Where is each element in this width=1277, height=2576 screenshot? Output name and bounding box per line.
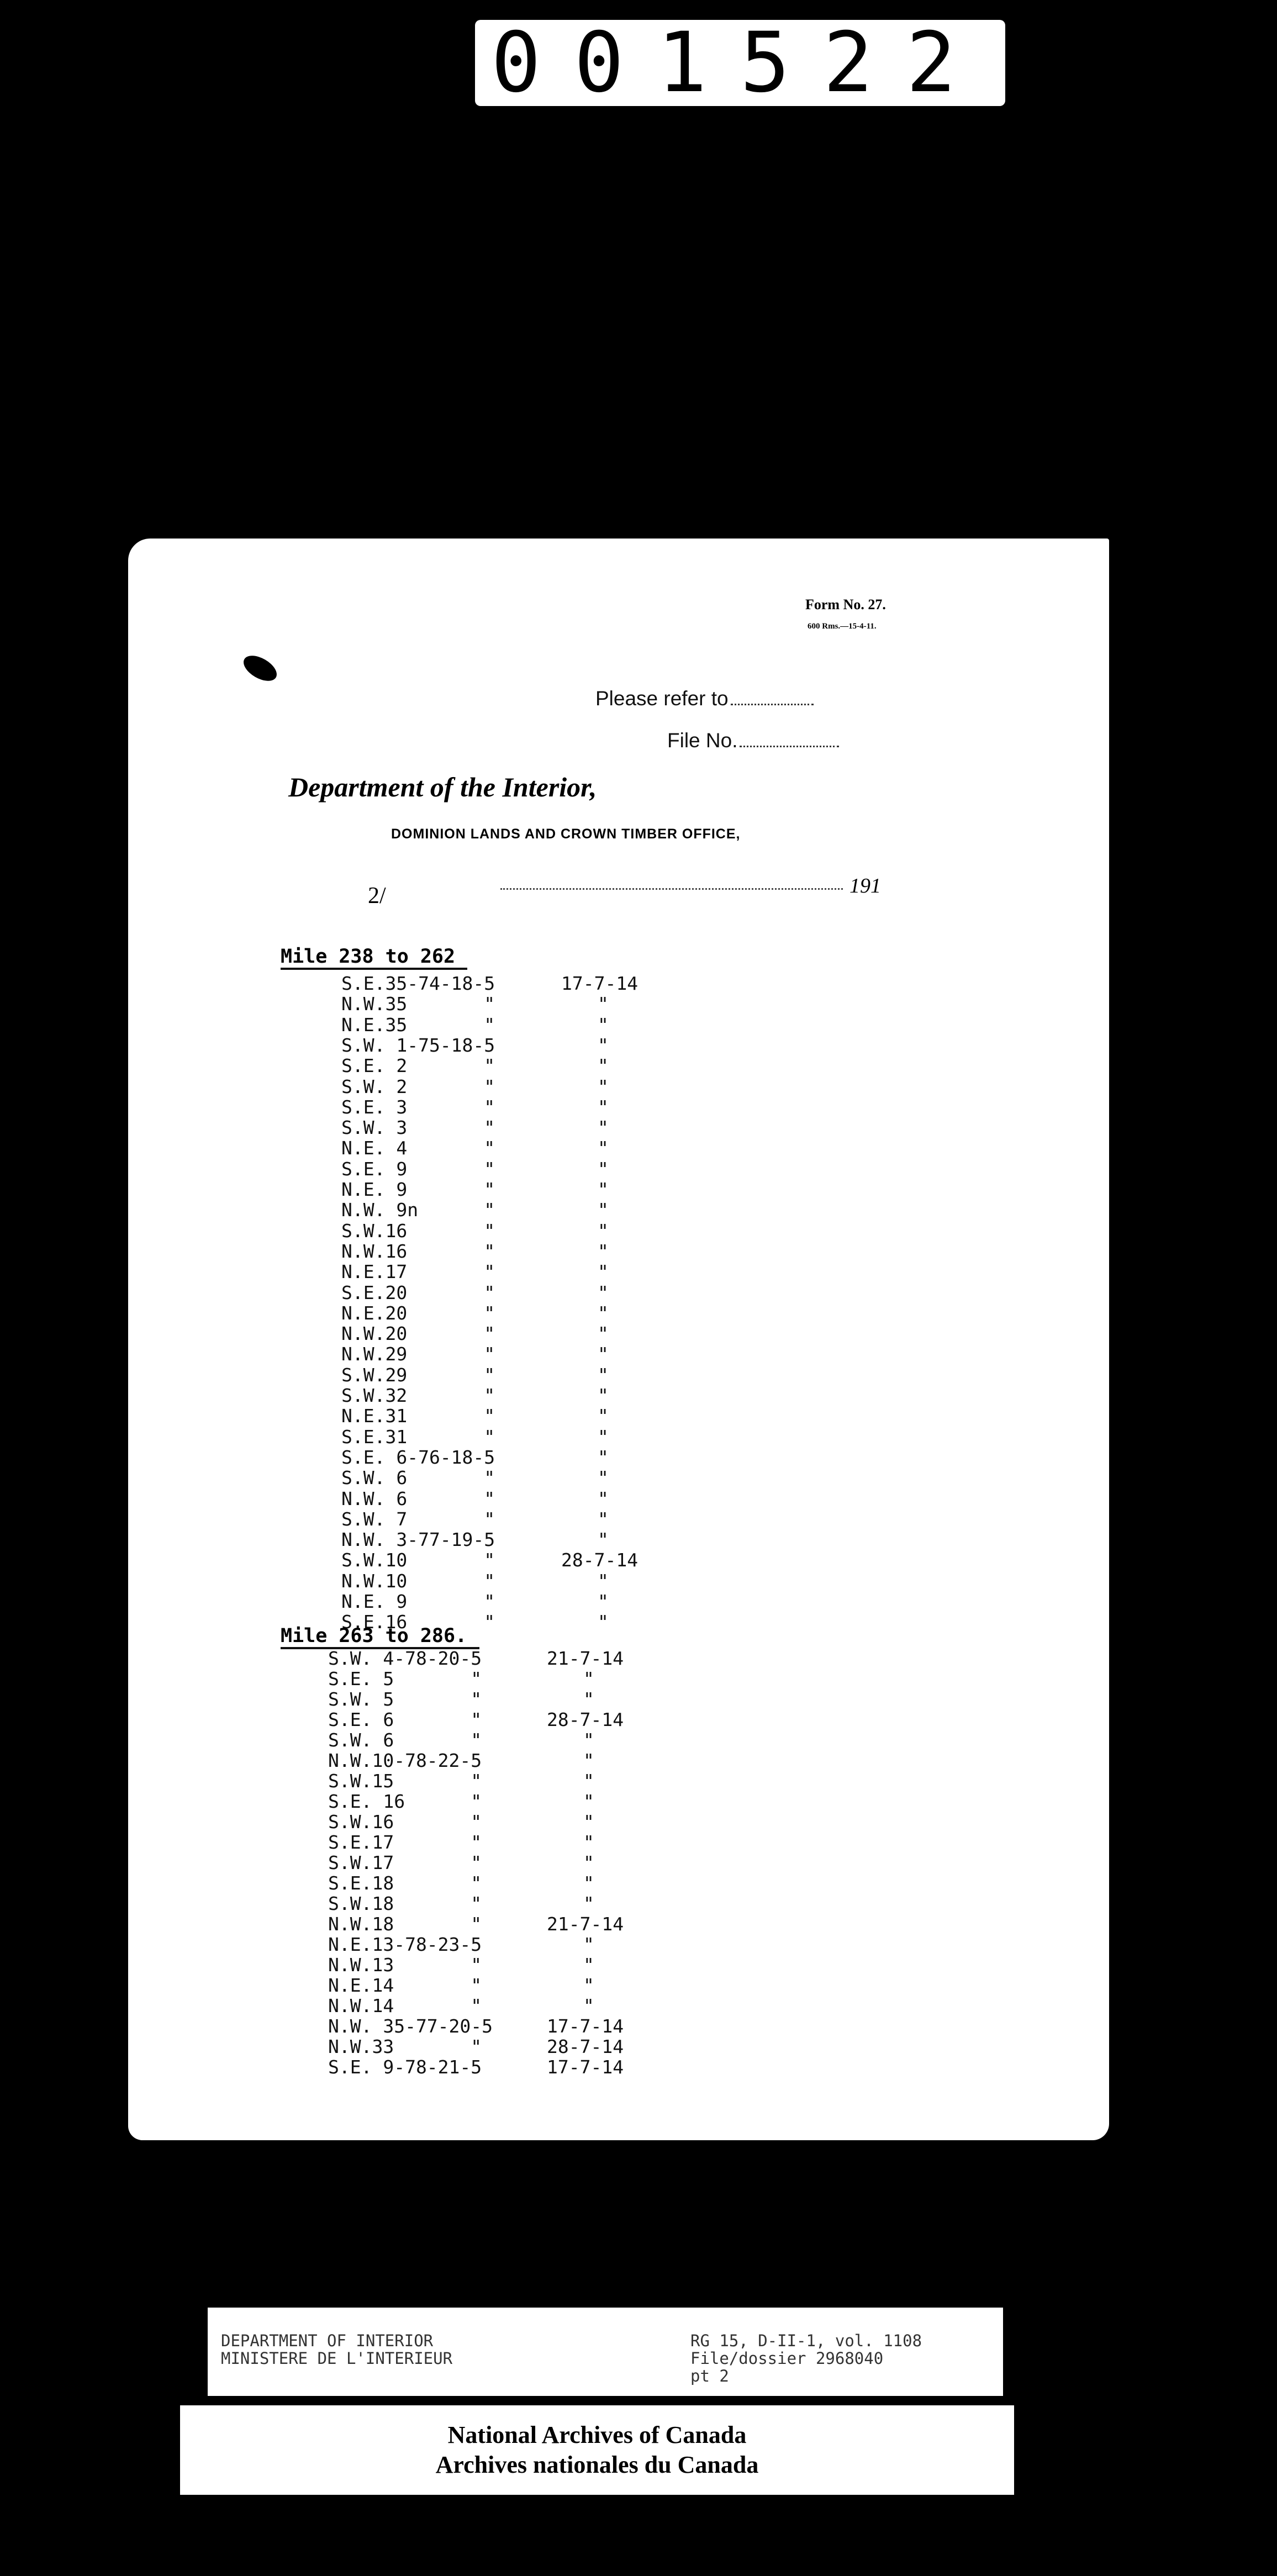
entry-date: "	[598, 1281, 609, 1303]
entry-date: 28-7-14	[547, 2036, 624, 2057]
entry-date: "	[598, 1013, 609, 1036]
land-description: S.E. 5 "	[328, 1668, 482, 1690]
entry-date: "	[598, 1508, 609, 1530]
land-description: N.E.17 "	[341, 1261, 495, 1283]
land-description: N.W.18 "	[328, 1913, 482, 1935]
entry-date: "	[598, 1117, 609, 1139]
land-description: N.E.20 "	[341, 1302, 495, 1324]
entry-date: 17-7-14	[547, 2056, 624, 2078]
land-description: N.W.35 "	[341, 993, 495, 1015]
entry-date: "	[598, 1343, 609, 1365]
office-title: DOMINION LANDS AND CROWN TIMBER OFFICE,	[391, 826, 741, 842]
file-no-label: File No.	[667, 729, 839, 752]
entry-date: "	[598, 1426, 609, 1448]
form-number: Form No. 27.	[805, 597, 886, 613]
form-print-line: 600 Rms.—15-4-11.	[808, 622, 877, 631]
entry-date: "	[598, 1055, 609, 1077]
entry-date: "	[598, 1075, 609, 1097]
section-heading: Mile 263 to 286.	[281, 1625, 467, 1647]
section-heading-underline	[281, 968, 467, 970]
land-description: S.W.17 "	[328, 1852, 482, 1873]
entry-date: "	[583, 1688, 594, 1710]
date-year: 191	[849, 874, 881, 898]
land-description: S.E. 6 "	[328, 1709, 482, 1730]
entry-date: "	[583, 1750, 594, 1771]
entry-date: "	[598, 1302, 609, 1324]
land-description: N.W. 3-77-19-5	[341, 1529, 495, 1551]
entry-date: "	[598, 1405, 609, 1427]
entry-date: "	[598, 1220, 609, 1242]
entry-date: "	[598, 1158, 609, 1180]
entry-date: "	[598, 993, 609, 1015]
entry-date: "	[598, 1261, 609, 1283]
land-description: S.W.10 "	[341, 1549, 495, 1571]
entry-date: "	[598, 1446, 609, 1468]
land-description: N.E. 9 "	[341, 1591, 495, 1612]
land-description: N.E. 4 "	[341, 1137, 495, 1159]
entry-date: "	[583, 1872, 594, 1894]
land-description: S.W. 4-78-20-5	[328, 1648, 482, 1669]
entry-date: "	[583, 1791, 594, 1812]
entry-date: "	[598, 1034, 609, 1056]
entry-date: 17-7-14	[547, 2015, 624, 2037]
land-description: S.E.18 "	[328, 1872, 482, 1894]
land-description: S.W. 3 "	[341, 1117, 495, 1139]
please-refer-label: Please refer to	[595, 687, 814, 710]
land-description: S.E. 3 "	[341, 1096, 495, 1118]
land-description: N.W.33 "	[328, 2036, 482, 2057]
land-description: N.W. 9n "	[341, 1199, 495, 1221]
entry-date: "	[598, 1611, 609, 1633]
land-description: N.W.20 "	[341, 1323, 495, 1345]
land-description: S.E. 9-78-21-5	[328, 2056, 482, 2078]
land-description: N.E.13-78-23-5	[328, 1934, 482, 1955]
entry-date: "	[583, 1811, 594, 1833]
footer-department: DEPARTMENT OF INTERIOR MINISTERE DE L'INTERIEUR	[221, 2331, 453, 2368]
land-description: S.W. 5 "	[328, 1688, 482, 1710]
land-description: S.E.31 "	[341, 1426, 495, 1448]
land-description: N.E.14 "	[328, 1975, 482, 1996]
land-description: N.W.13 "	[328, 1954, 482, 1976]
entry-date: "	[583, 1893, 594, 1914]
archives-french: Archives nationales du Canada	[435, 2451, 759, 2478]
entry-date: "	[598, 1591, 609, 1612]
entry-date: "	[598, 1137, 609, 1159]
land-description: S.W. 6 "	[328, 1729, 482, 1751]
entry-date: "	[598, 1467, 609, 1489]
entry-date: "	[583, 1852, 594, 1873]
land-description: S.W. 2 "	[341, 1075, 495, 1097]
land-description: S.W.16 "	[341, 1220, 495, 1242]
land-description: N.W.29 "	[341, 1343, 495, 1365]
land-description: N.W.14 "	[328, 1995, 482, 2017]
entry-date: "	[598, 1570, 609, 1592]
footer-reference: RG 15, D-II-1, vol. 1108 File/dossier 2968040 pt 2	[690, 2331, 922, 2385]
entry-date: 21-7-14	[547, 1648, 624, 1669]
entry-date: "	[583, 1954, 594, 1976]
entry-date: "	[583, 1729, 594, 1751]
entry-date: 17-7-14	[561, 973, 638, 994]
land-description: S.E. 9 "	[341, 1158, 495, 1180]
entry-date: "	[583, 1975, 594, 1996]
entry-date: 21-7-14	[547, 1913, 624, 1935]
date-blank	[500, 877, 843, 890]
land-description: S.E.20 "	[341, 1281, 495, 1303]
land-description: N.W. 35-77-20-5	[328, 2015, 493, 2037]
entry-date: "	[583, 1831, 594, 1853]
document-sheet	[128, 539, 1109, 2140]
entry-date: "	[598, 1199, 609, 1221]
entry-date: "	[598, 1487, 609, 1509]
archives-label	[180, 2405, 1014, 2495]
entry-date: "	[583, 1770, 594, 1792]
entry-date: "	[598, 1323, 609, 1345]
land-description: S.E. 6-76-18-5	[341, 1446, 495, 1468]
land-description: S.W.29 "	[341, 1364, 495, 1386]
land-description: S.W. 7 "	[341, 1508, 495, 1530]
land-description: N.E.35 "	[341, 1013, 495, 1036]
section-heading: Mile 238 to 262	[281, 946, 456, 968]
file-no-blank	[740, 735, 839, 747]
entry-date: "	[583, 1995, 594, 2017]
land-description: S.W. 6 "	[341, 1467, 495, 1489]
land-description: S.W.18 "	[328, 1893, 482, 1914]
land-description: S.E. 2 "	[341, 1055, 495, 1077]
land-description: S.E.16 "	[341, 1611, 495, 1633]
land-description: S.E.17 "	[328, 1831, 482, 1853]
page-marker: 2/	[368, 883, 386, 909]
land-description: N.W.10-78-22-5	[328, 1750, 482, 1771]
land-description: S.W.15 "	[328, 1770, 482, 1792]
land-description: S.E.35-74-18-5	[341, 973, 495, 994]
entry-date: "	[583, 1668, 594, 1690]
please-refer-blank	[731, 693, 814, 705]
land-description: S.W.16 "	[328, 1811, 482, 1833]
entry-date: 28-7-14	[561, 1549, 638, 1571]
land-description: N.E. 9 "	[341, 1179, 495, 1200]
entry-date: "	[598, 1179, 609, 1200]
entry-date: "	[583, 1934, 594, 1955]
entry-date: "	[598, 1240, 609, 1262]
entry-date: "	[598, 1364, 609, 1386]
land-description: S.W.32 "	[341, 1385, 495, 1406]
entry-date: 28-7-14	[547, 1709, 624, 1730]
land-description: N.W.10 "	[341, 1570, 495, 1592]
entry-date: "	[598, 1096, 609, 1118]
entry-date: "	[598, 1385, 609, 1406]
stamp-number-text: 001522	[491, 15, 989, 111]
land-description: N.W.16 "	[341, 1240, 495, 1262]
entry-date: "	[598, 1529, 609, 1551]
land-description: S.E. 16 "	[328, 1791, 482, 1812]
archive-stamp-number	[475, 15, 1005, 111]
archives-english: National Archives of Canada	[447, 2421, 747, 2448]
land-description: N.W. 6 "	[341, 1487, 495, 1509]
land-description: S.W. 1-75-18-5	[341, 1034, 495, 1056]
land-description: N.E.31 "	[341, 1405, 495, 1427]
department-title: Department of the Interior,	[288, 772, 597, 803]
